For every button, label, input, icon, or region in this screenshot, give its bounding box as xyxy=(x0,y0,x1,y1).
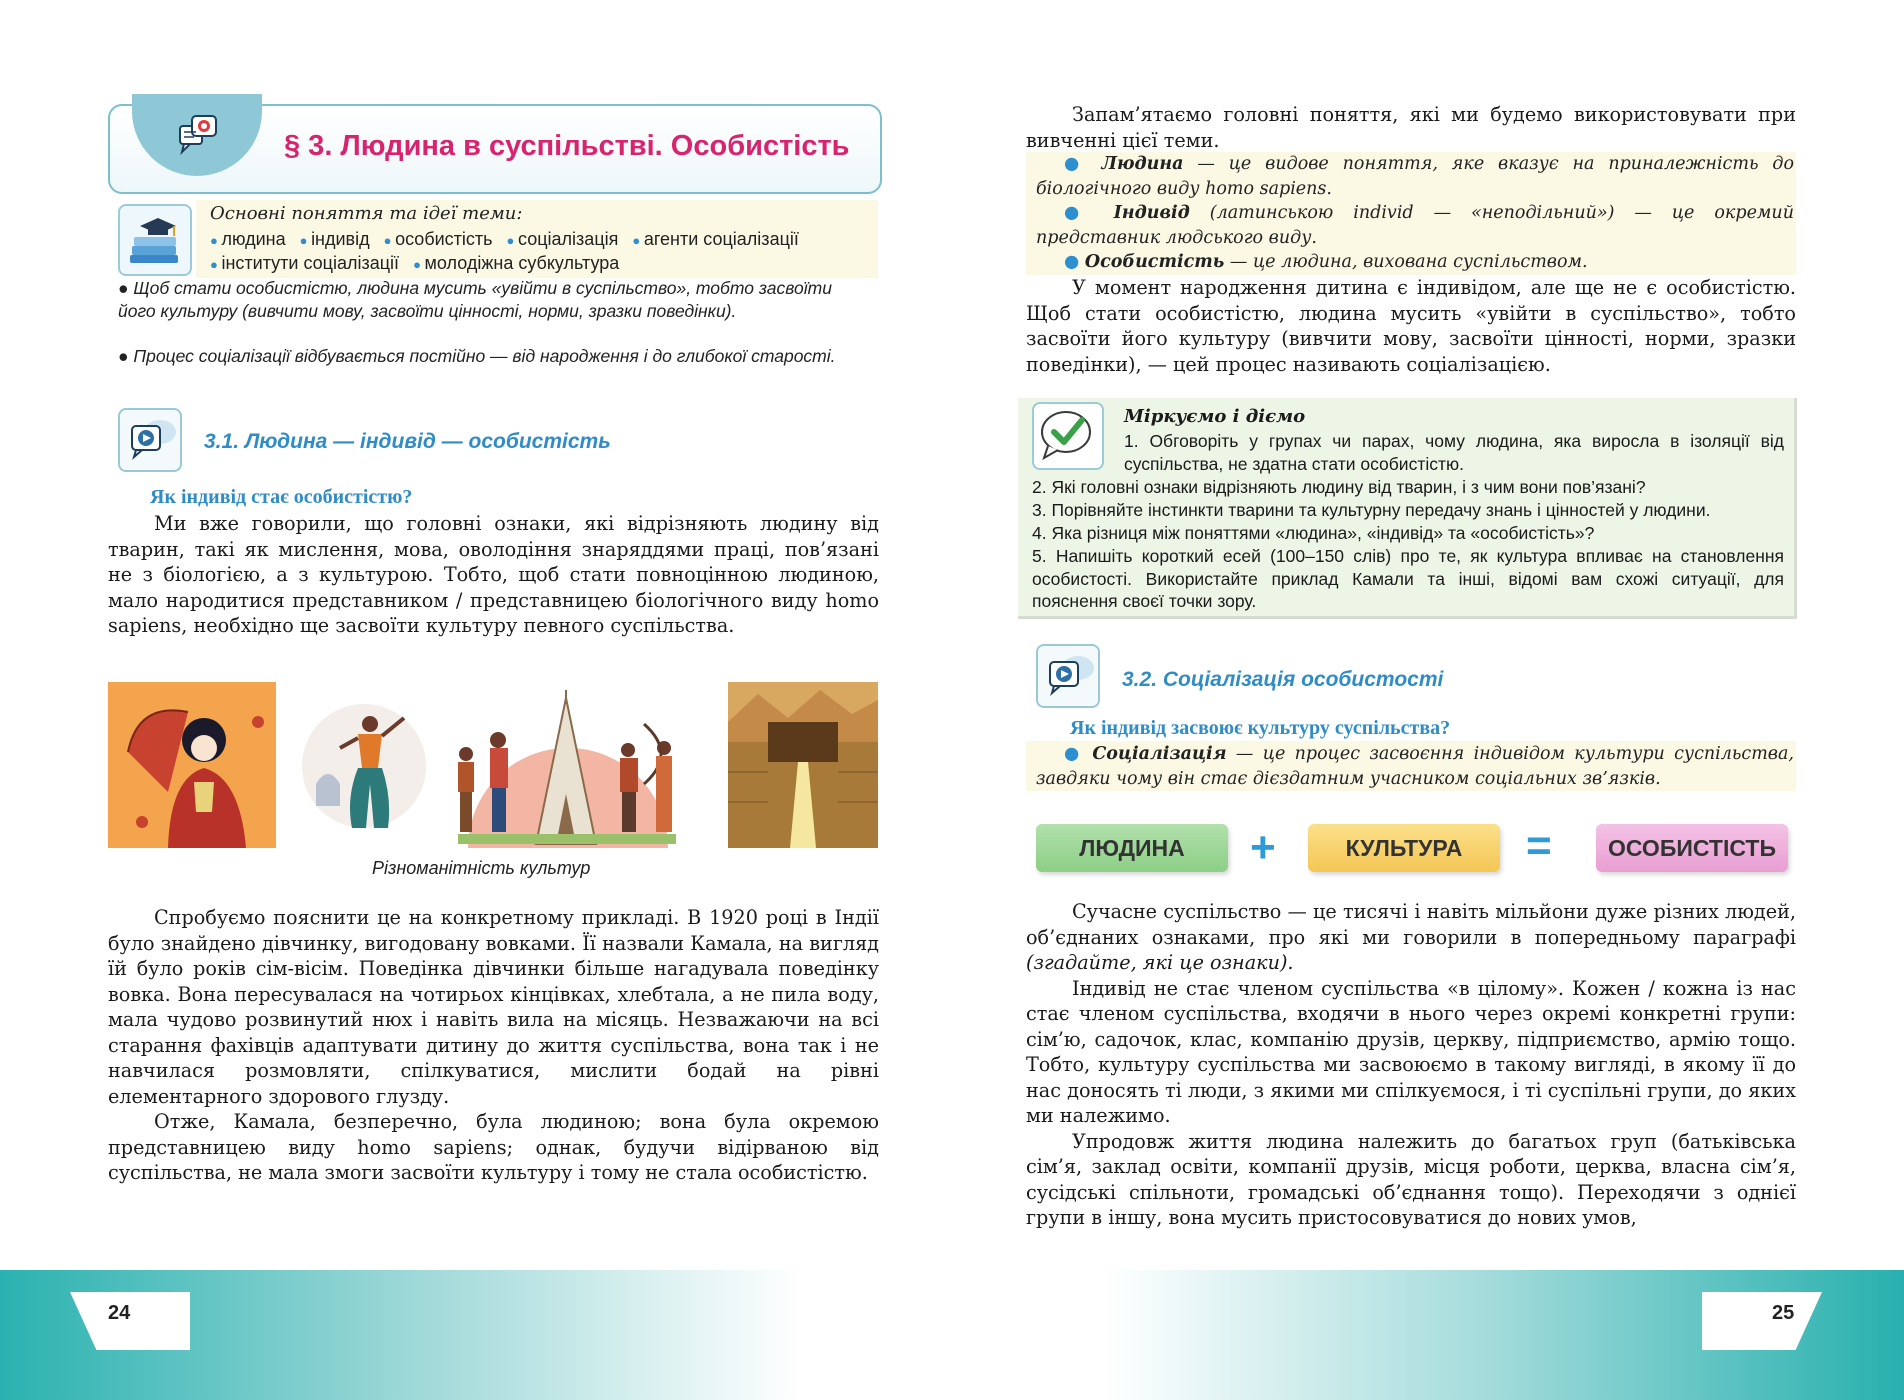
discussion-question-3: 3. Порівняйте інстинкти тварини та культурну передачу знань і цінностей у людини. xyxy=(1032,500,1711,520)
keyword: ● людина xyxy=(210,229,286,249)
concept-keywords-row1 xyxy=(210,229,813,250)
paragraph-3-1-intro: Ми вже говорили, що головні ознаки, які відрізняють людину від тварин, такі як мислення, мова, оволодіння знаряддями праці, пов’язані не з біологією, а з культурою. Тобто, щоб стати повноцінною людиною, мало народитися представником / представницею біологічного виду homo sapiens, необхідно ще засвоїти культуру певного суспільства. xyxy=(108,512,879,637)
definition-socialization: ● Соціалізація — це процес засвоєння індивідом культури суспільства, завдяки чому він стає дієздатним учасником соціальних зв’язків. xyxy=(1036,744,1794,789)
key-idea-2: ● Процес соціалізації відбувається постійно — від народження і до глибокої старості. xyxy=(118,346,836,366)
key-idea-1: ● Щоб стати особистістю, людина мусить «увійти в суспільство», тобто засвоїти його культуру (вивчити мову, засвоїти цінності, норми, зразки поведінки). xyxy=(118,278,832,321)
video-play-icon[interactable] xyxy=(1036,644,1100,708)
section-title-3-1: 3.1. Людина — індивід — особистість xyxy=(204,430,611,453)
keyword: ● молодіжна субкультура xyxy=(413,253,619,273)
formula-equals-sign: = xyxy=(1526,821,1552,870)
page-number-left: 24 xyxy=(108,1302,131,1324)
formula-plus-sign: + xyxy=(1250,823,1276,872)
chapter-title: § 3. Людина в суспільстві. Особистість xyxy=(284,130,850,162)
page-number-right: 25 xyxy=(1772,1302,1795,1324)
formula-culture-box: КУЛЬТУРА xyxy=(1308,824,1500,872)
discussion-question-4: 4. Яка різниця між поняттями «людина», «індивід» та «особистість»? xyxy=(1032,523,1595,543)
footer-band xyxy=(0,1270,1904,1400)
native-american-illustration xyxy=(438,684,696,848)
paragraph-birth-individual: У момент народження дитина є індивідом, але ще не є особистістю. Щоб стати особистістю, людина мусить «увійти в суспільство», тобто засвоїти його культуру (вивчити мову, засвоїти цінності, норми, зразки поведінки), — цей процес називають соціалізацією. xyxy=(1026,276,1796,376)
keyword: ● індивід xyxy=(300,229,370,249)
paragraph-kamala-story: Спробуємо пояснити це на конкретному прикладі. В 1920 році в Індії було знайдено дівчинку, вигодовану вовками. Її назвали Камала, на вигляд їй було років сім-вісім. Поведінка дівчинки більше нагадувала поведінку вовка. Вона пересувалася на чотирьох кінцівках, хлебтала, а не пила воду, мала чудово розвинутий нюх і навіть вила на місяць. Незважаючи на всі старання фахівців адаптувати дитину до життя суспільства, вона так і не навчилася розмовляти, спілкуватися, мислити бодай на рівні елементарного здорового глузду. Отже, Камала, безперечно, була людиною; вона була окремою представницею виду homo sapiens; однак, будучи відірваною від суспільства, не мала змоги засвоїти культуру і тому не стала особистістю. xyxy=(108,906,879,1184)
section-question-3-1: Як індивід стає особистістю? xyxy=(150,486,413,508)
keyword: ● соціалізація xyxy=(507,229,619,249)
section-title-3-2: 3.2. Соціалізація особистості xyxy=(1122,668,1444,691)
discussion-question-1: 1. Обговоріть у групах чи парах, чому людина, яка виросла в ізоляції від суспільства, не здатна стати особистістю. xyxy=(1124,431,1784,474)
concepts-title: Основні поняття та ідеї теми: xyxy=(210,203,523,224)
section-question-3-2: Як індивід засвоює культуру суспільства? xyxy=(1070,717,1451,739)
discussion-question-2: 2. Які головні ознаки відрізняють людину від тварин, і з чим вони пов’язані? xyxy=(1032,477,1646,497)
formula-personality-box: ОСОБИСТІСТЬ xyxy=(1596,824,1788,872)
keyword: ● агенти соціалізації xyxy=(632,229,799,249)
books-graduation-icon xyxy=(118,204,192,276)
definition-human: ● Людина — це видове поняття, яке вказує на приналежність до біологічного виду homo sapiens. xyxy=(1036,154,1794,199)
geisha-illustration xyxy=(108,682,276,848)
definition-individual: ● Індивід (латинською individ — «неподільний») — це окремий представник людського виду. xyxy=(1036,203,1794,248)
concept-keywords-row2 xyxy=(210,253,633,274)
indian-dancer-illustration xyxy=(296,688,430,844)
formula-human-box: ЛЮДИНА xyxy=(1036,824,1228,872)
checkmark-chat-icon xyxy=(1032,402,1104,470)
illustrations-caption: Різноманітність культур xyxy=(372,858,591,878)
paragraph-modern-society: Сучасне суспільство — це тисячі і навіть мільйони дуже різних людей, об’єднаних ознаками, про які ми говорили в попередньому параграфі (згадайте, які це ознаки). Індивід не стає членом суспільства «в цілому». Кожен / кожна із нас стає членом суспільства, входячи в нього через окремі конкретні групи: сім’ю, садочок, клас, компанію друзів, церкву, підприємство, армію тощо. Тобто, культуру суспільства ми засвоюємо в такому вигляді, в якому її до нас доносять ті люди, з якими ми спілкуємося, і ті суспільні групи, до яких ми належимо. Упродовж життя людина належить до багатьох груп (батьківська сім’я, заклад освіти, компанії друзів, місця роботи, церква, власна сім’я, сусідські спільноти, громадські об’єднання тощо). Переходячи з однієї групи в іншу, вона мусить пристосовуватися до нових умов, xyxy=(1026,900,1796,1229)
keyword: ● інститути соціалізації xyxy=(210,253,399,273)
chat-bubbles-icon xyxy=(176,112,220,160)
paragraph-intro-concepts: Запам’ятаємо головні поняття, які ми будемо використовувати при вивченні цієї теми. xyxy=(1026,103,1796,152)
keyword: ● особистість xyxy=(384,229,493,249)
video-play-icon[interactable] xyxy=(118,408,182,472)
discussion-question-5: 5. Напишіть короткий есей (100–150 слів) про те, як культура впливає на становлення особистості. Використайте приклад Камали та інші, відомі вам схожі ситуації, для пояснення своєї точки зору. xyxy=(1032,546,1784,611)
discussion-title: Міркуємо і діємо xyxy=(1124,406,1306,427)
definition-personality: ● Особистість — це людина, вихована суспільством. xyxy=(1064,252,1588,272)
ancient-ruins-illustration xyxy=(728,682,878,848)
